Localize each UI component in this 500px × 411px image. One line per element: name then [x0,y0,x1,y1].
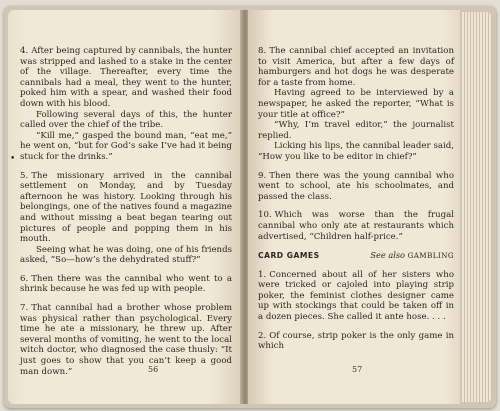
open-book [4,6,496,408]
joke-paragraph [258,331,454,352]
joke-paragraph [20,131,232,163]
joke-item [20,171,232,266]
left-page [8,10,244,404]
joke-item [20,46,232,163]
right-page-number: 57 [352,365,363,374]
right-page [248,10,460,404]
joke-item [20,303,232,377]
joke-paragraph [258,270,454,323]
paragraph-text: The cannibal chief accepted an invitation to visit America, but after a few days of hamburgers and hot dogs he was desperate for a taste from home. [258,46,454,88]
joke-item [20,274,232,295]
item-number: 1. [258,269,267,280]
item-number: 6. [20,273,29,284]
joke-paragraph [20,171,232,245]
joke-item [258,171,454,203]
paragraph-text: Having agreed to be interviewed by a newspaper, he asked the reporter, “What is your title at office?” [258,88,454,120]
section-title: CARD GAMES [258,251,320,261]
joke-paragraph [20,274,232,295]
joke-item [258,46,454,163]
joke-paragraph [20,303,232,377]
left-page-number: 56 [148,365,159,374]
item-number: 4. [20,46,29,56]
joke-paragraph [258,141,454,162]
right-page-text [258,46,454,360]
see-also-reference [370,250,454,262]
joke-paragraph [20,110,232,131]
joke-paragraph [20,245,232,266]
item-number: 9. [258,170,267,181]
margin-mark: • [10,154,16,164]
joke-paragraph [258,210,454,242]
paragraph-text: Then there was the cannibal who went to a shrink because he was fed up with people. [20,273,232,295]
see-also-prefix: See also [370,250,405,261]
joke-paragraph [258,171,454,203]
paragraph-text: “Why, I’m travel editor,” the journalist replied. [258,120,454,141]
paragraph-text: Seeing what he was doing, one of his friends asked, “So—how’s the dehydrated stuff?” [20,244,232,266]
item-number: 2. [258,330,267,341]
section-header [258,250,454,262]
page-edges [462,12,492,402]
paragraph-text: Concerned about all of her sisters who were tricked or cajoled into playing strip poker, the feminist clothes designer came up with stockings that could be taken off in a dozen pieces. She called it ante hose. . . . [258,269,454,323]
paragraph-text: Of course, strip poker is the only game in which [258,330,454,352]
joke-item [258,210,454,242]
joke-paragraph [258,46,454,88]
paragraph-text: Following several days of this, the hunter called over the chief of the tribe. [20,109,232,131]
paragraph-text: Licking his lips, the cannibal leader said, “How you like to be editor in chief?” [258,141,454,162]
joke-item [258,331,454,352]
paragraph-text: The missionary arrived in the cannibal settlement on Monday, and by Tuesday afternoon he was history. Looking through his belongings, one of the natives found a magazine and without missing a beat began tearing out pictures of people and popping them in his mouth. [20,170,232,245]
item-number: 5. [20,170,29,181]
item-number: 7. [20,303,29,314]
paragraph-text: Then there was the young cannibal who went to school, ate his schoolmates, and passed the class. [258,170,454,202]
joke-paragraph [258,88,454,120]
joke-item [258,270,454,323]
paragraph-text: That cannibal had a brother whose problem was physical rather than psychological. Every time he ate a missionary, he threw up. After several months of vomiting, he went to the local witch doctor, who diagnosed the case thusly: “It just goes to show that you can’t keep a good man down.” [20,303,232,377]
item-number: 10. [258,210,272,221]
joke-paragraph [258,120,454,141]
paragraph-text: Which was worse than the frugal cannibal who only ate at restaurants which advertised, “Children half-price.” [258,210,454,242]
left-page-text [10,46,232,385]
see-also-target: GAMBLING [407,251,454,261]
joke-paragraph [20,46,232,110]
paragraph-text: After being captured by cannibals, the hunter was stripped and lashed to a stake in the center of the village. Thereafter, every time the cannibals had a meal, they went to the hunter, poked him with a spear, and washed their food down with his blood. [20,46,232,109]
paragraph-text: “Kill me,” gasped the bound man, “eat me,” he went on, “but for God’s sake I’ve had it being stuck for the drinks.” [20,130,232,162]
item-number: 8. [258,46,267,56]
